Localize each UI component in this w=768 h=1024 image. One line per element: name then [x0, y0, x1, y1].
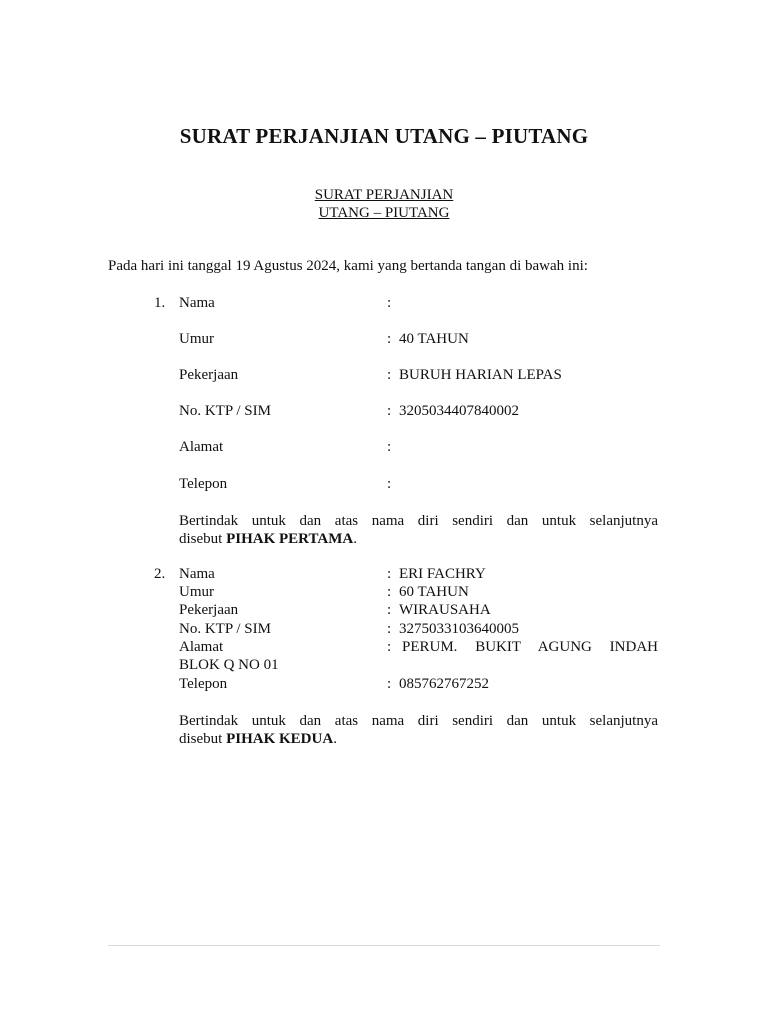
party1-label-pekerjaan: Pekerjaan: [179, 367, 239, 383]
party2-statement: [179, 712, 658, 748]
party2-statement-suffix: .: [333, 731, 337, 747]
party1-value-pekerjaan: BURUH HARIAN LEPAS: [399, 367, 562, 383]
party1-statement: [179, 512, 658, 548]
subtitle-line-2: UTANG – PIUTANG: [318, 205, 450, 221]
party2-value-telepon: 085762767252: [399, 676, 489, 692]
colon: :: [387, 295, 392, 311]
party2-label-nama: Nama: [179, 566, 215, 582]
document-subtitle: [0, 186, 768, 222]
party1-label-telepon: Telepon: [179, 476, 228, 492]
party1-value-umur: 40 TAHUN: [399, 331, 469, 347]
colon: :: [387, 566, 392, 582]
party2-value-pekerjaan: WIRAUSAHA: [399, 602, 491, 618]
party1-label-alamat: Alamat: [179, 439, 224, 455]
party1-statement-prefix: disebut: [179, 531, 227, 547]
party2-label-telepon: Telepon: [179, 676, 228, 692]
colon: :: [387, 331, 392, 347]
colon: :: [387, 403, 392, 419]
colon: :: [387, 621, 392, 637]
party1-number: 1.: [154, 295, 166, 311]
party2-label-alamat: Alamat: [179, 639, 224, 655]
party2-value-alamat: PERUM. BUKIT AGUNG INDAH: [402, 639, 658, 655]
colon: :: [387, 639, 392, 655]
party2-number: 2.: [154, 566, 166, 582]
page-divider: [108, 945, 660, 946]
party2-value-umur: 60 TAHUN: [399, 584, 469, 600]
colon: :: [387, 367, 392, 383]
party1-label-ktp: No. KTP / SIM: [179, 403, 271, 419]
party2-address-continued: BLOK Q NO 01: [179, 657, 279, 673]
document-title: SURAT PERJANJIAN UTANG – PIUTANG: [179, 124, 589, 148]
colon: :: [387, 476, 392, 492]
colon: :: [387, 439, 392, 455]
party1-statement-line1: Bertindak untuk dan atas nama diri sendiri dan untuk selanjutnya: [179, 513, 658, 529]
colon: :: [387, 602, 392, 618]
party1-designation: PIHAK PERTAMA: [226, 531, 354, 547]
party2-value-ktp: 3275033103640005: [399, 621, 519, 637]
party2-statement-prefix: disebut: [179, 731, 227, 747]
party2-label-umur: Umur: [179, 584, 214, 600]
intro-text: Pada hari ini tanggal 19 Agustus 2024, kami yang bertanda tangan di bawah ini:: [108, 258, 588, 274]
colon: :: [387, 584, 392, 600]
party1-label-nama: Nama: [179, 295, 215, 311]
subtitle-line-1: SURAT PERJANJIAN: [314, 187, 454, 203]
party1-statement-suffix: .: [353, 531, 357, 547]
colon: :: [387, 676, 392, 692]
party2-statement-line1: Bertindak untuk dan atas nama diri sendiri dan untuk selanjutnya: [179, 713, 658, 729]
party2-label-pekerjaan: Pekerjaan: [179, 602, 239, 618]
party2-label-ktp: No. KTP / SIM: [179, 621, 271, 637]
party1-value-ktp: 3205034407840002: [399, 403, 519, 419]
party2-value-nama: ERI FACHRY: [399, 566, 486, 582]
party2-designation: PIHAK KEDUA: [226, 731, 334, 747]
party1-label-umur: Umur: [179, 331, 214, 347]
